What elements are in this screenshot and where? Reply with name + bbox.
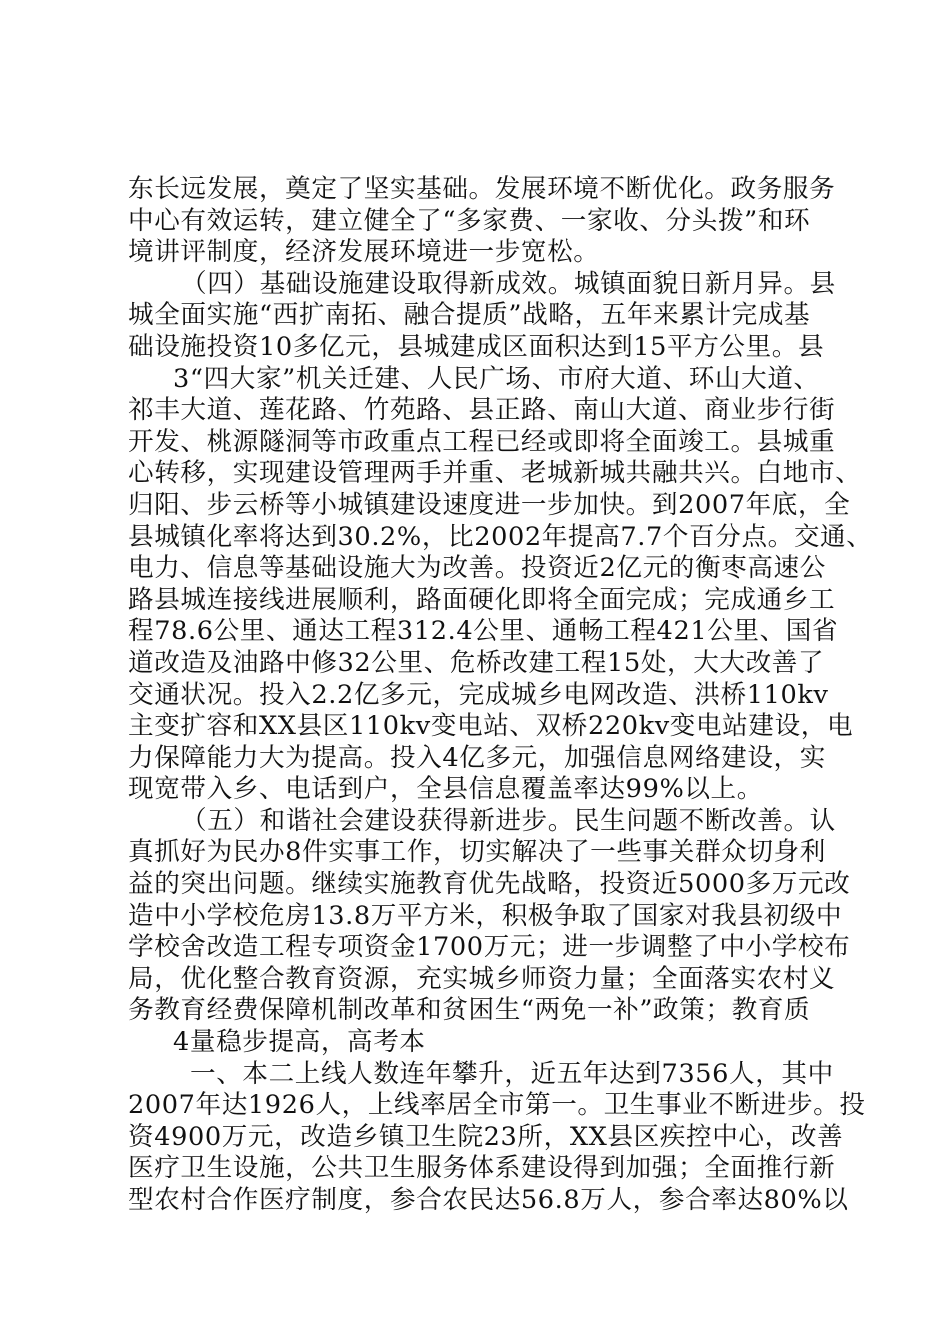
text-line: 础设施投资10多亿元，县城建成区面积达到15平方公里。县 [128, 331, 825, 362]
body-text [128, 174, 873, 1217]
text-line: 程78.6公里、通达工程312.4公里、通畅工程421公里、国省 [128, 616, 839, 647]
text-line: 道改造及油路中修32公里、危桥改建工程15处，大大改善了 [128, 647, 825, 678]
text-line: 医疗卫生设施，公共卫生服务体系建设得到加强；全面推行新 [128, 1153, 836, 1184]
text-line: 城全面实施“西扩南拓、融合提质”战略，五年来累计完成基 [128, 300, 811, 331]
text-line: 一、本二上线人数连年攀升，近五年达到7356人，其中 [190, 1058, 834, 1089]
text-line: 主变扩容和XX县区110kv变电站、双桥220kv变电站建设，电 [128, 711, 854, 742]
text-line: 归阳、步云桥等小城镇建设速度进一步加快。到2007年底，全 [128, 489, 851, 520]
text-line: 电力、信息等基础设施大为改善。投资近2亿元的衡枣高速公 [128, 553, 826, 584]
text-line: 县城镇化率将达到30.2%，比2002年提高7.7个百分点。交通、 [128, 521, 873, 552]
text-line: 祁丰大道、莲花路、竹苑路、县正路、南山大道、商业步行街 [128, 395, 836, 426]
text-line: 资4900万元，改造乡镇卫生院23所，XX县区疾控中心，改善 [128, 1121, 844, 1152]
text-line: 现宽带入乡、电话到户，全县信息覆盖率达99%以上。 [128, 774, 763, 805]
text-line: 学校舍改造工程专项资金1700万元；进一步调整了中小学校布 [128, 932, 851, 963]
text-line: 造中小学校危房13.8万平方米，积极争取了国家对我县初级中 [128, 900, 843, 931]
text-line: 型农村合作医疗制度，参合农民达56.8万人，参合率达80%以 [128, 1185, 849, 1215]
text-line: 路县城连接线进展顺利，路面硬化即将全面完成；完成通乡工 [128, 584, 836, 615]
text-line: 局，优化整合教育资源，充实城乡师资力量；全面落实农村义 [128, 963, 836, 994]
text-line: 务教育经费保障机制改革和贫困生“两免一补”政策；教育质 [128, 995, 811, 1026]
text-line: 力保障能力大为提高。投入4亿多元，加强信息网络建设，实 [128, 742, 826, 773]
text-line: 心转移，实现建设管理两手并重、老城新城共融共兴。白地市、 [128, 458, 862, 489]
text-line: 开发、桃源隧洞等市政重点工程已经或即将全面竣工。县城重 [128, 426, 836, 457]
section-heading-line: （五）和谐社会建设获得新进步。民生问题不断改善。认 [181, 805, 836, 836]
text-line: 益的突出问题。继续实施教育优先战略，投资近5000多万元改 [128, 869, 851, 900]
text-line: 真抓好为民办8件实事工作，切实解决了一些事关群众切身利 [128, 837, 826, 868]
text-line: 交通状况。投入2.2亿多元，完成城乡电网改造、洪桥110kv [128, 679, 829, 710]
text-line: 4量稳步提高，高考本 [173, 1027, 426, 1058]
text-line: 3“四大家”机关迁建、人民广场、市府大道、环山大道、 [173, 363, 820, 394]
text-line: 2007年达1926人，上线率居全市第一。卫生事业不断进步。投 [128, 1090, 866, 1121]
text-line: 中心有效运转，建立健全了“多家费、一家收、分头拨”和环 [128, 205, 811, 236]
section-heading-line: （四）基础设施建设取得新成效。城镇面貌日新月异。县 [181, 268, 836, 299]
text-line: 东长远发展，奠定了坚实基础。发展环境不断优化。政务服务 [128, 174, 836, 204]
text-line: 境讲评制度，经济发展环境进一步宽松。 [128, 237, 600, 268]
